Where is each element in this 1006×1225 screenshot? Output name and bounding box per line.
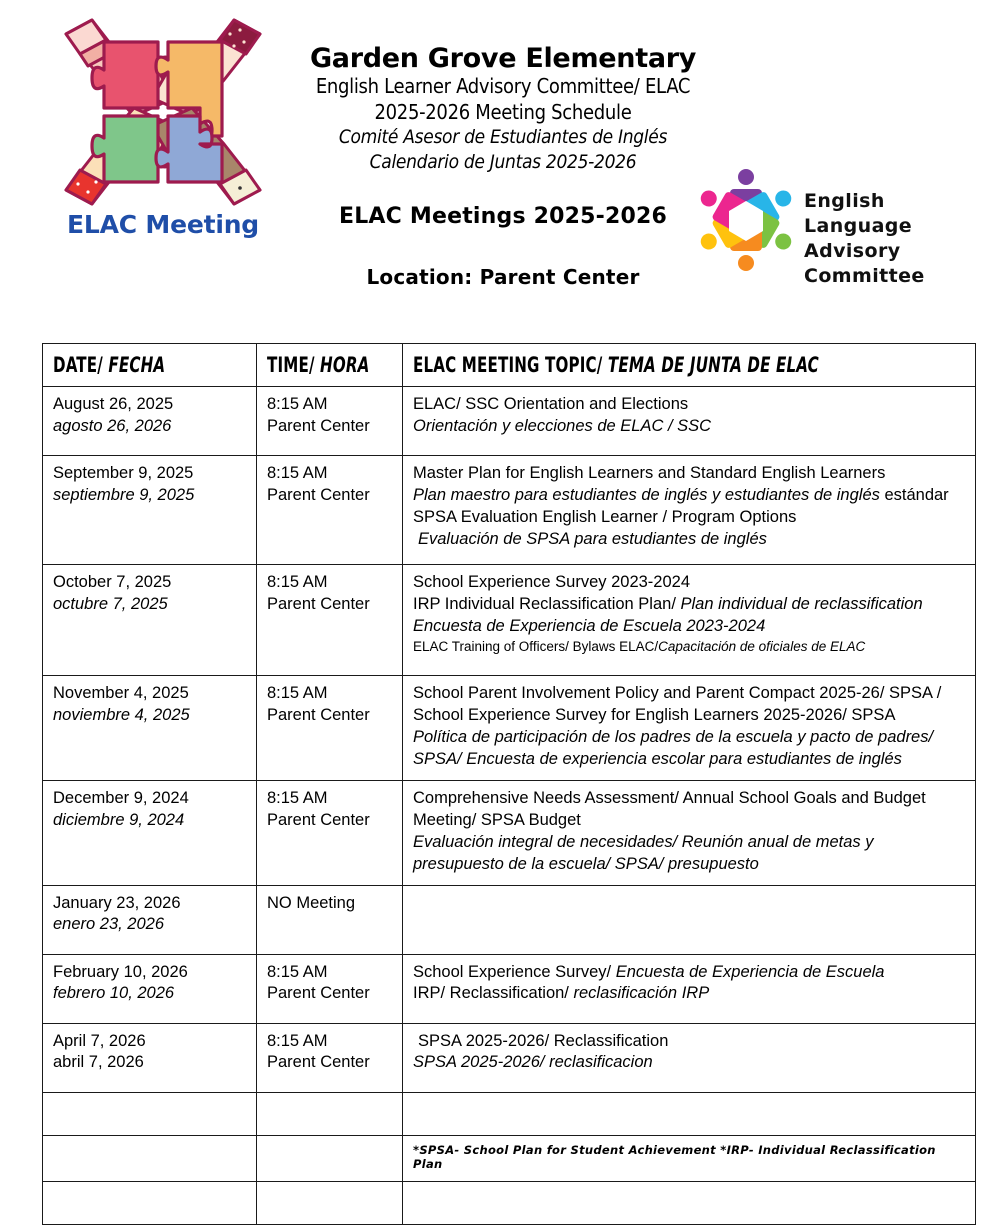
topic-line: Encuesta de Experiencia de Escuela 2023-2024 [413, 616, 766, 635]
cell-topic [403, 565, 976, 676]
time-value: 8:15 AM [267, 1031, 328, 1050]
subtitle-schedule-es: Calendario de Juntas 2025-2026 [369, 150, 637, 173]
table-row [43, 456, 976, 565]
cell-time [257, 1092, 403, 1135]
table-row-blank [43, 1092, 976, 1135]
cell-date [43, 565, 257, 676]
subtitle-committee-es: Comité Asesor de Estudiantes de Inglés [338, 126, 668, 149]
topic-line: School Experience Survey for English Learners 2025-2026/ SPSA [413, 705, 896, 724]
cell-date [43, 954, 257, 1023]
table-row [43, 387, 976, 456]
date-en: April 7, 2026 [53, 1031, 146, 1050]
date-es: diciembre 9, 2024 [53, 810, 185, 829]
cell-time [257, 780, 403, 885]
cell-topic [403, 1182, 976, 1225]
subtitle-schedule-en: 2025-2026 Meeting Schedule [374, 99, 632, 124]
meetings-heading: ELAC Meetings 2025-2026 [338, 204, 668, 230]
table-row-blank [43, 1135, 976, 1182]
date-en: August 26, 2025 [53, 395, 174, 413]
cell-topic [403, 1023, 976, 1092]
topic-line: presupuesto de la escuela/ SPSA/ presupuesto [413, 854, 759, 873]
date-en: February 10, 2026 [53, 962, 188, 981]
date-es: septiembre 9, 2025 [53, 485, 195, 504]
cell-date [43, 387, 257, 456]
committee-logo-line2: Advisory Committee [804, 240, 925, 288]
cell-date [43, 780, 257, 885]
time-location: Parent Center [267, 485, 370, 504]
date-en: January 23, 2026 [53, 893, 181, 912]
elac-meeting-logo [48, 12, 278, 252]
time-location: Parent Center [267, 810, 370, 829]
date-es: octubre 7, 2025 [53, 594, 168, 613]
meeting-schedule-table [42, 343, 976, 1225]
time-value: NO Meeting [267, 893, 356, 912]
cell-topic [403, 1092, 976, 1135]
time-location: Parent Center [267, 984, 370, 1003]
time-value: 8:15 AM [267, 962, 328, 981]
table-row [43, 885, 976, 954]
table-row [43, 954, 976, 1023]
time-value: 8:15 AM [267, 788, 328, 807]
cell-topic [403, 456, 976, 565]
cell-time [257, 565, 403, 676]
topic-line: Evaluación integral de necesidades/ Reunión anual de metas y [413, 832, 874, 851]
topic-line: Master Plan for English Learners and Standard English Learners [413, 464, 886, 482]
topic-line: IRP Individual Reclassification Plan/ Plan individual de reclassification [413, 594, 923, 613]
elac-meeting-logo-caption: ELAC Meeting [66, 210, 259, 239]
table-row [43, 565, 976, 676]
topic-line: ELAC Training of Officers/ Bylaws ELAC/Capacitación de oficiales de ELAC [413, 638, 866, 654]
table-row [43, 1023, 976, 1092]
location-heading: Location: Parent Center [366, 265, 640, 290]
topic-line: Evaluación de SPSA para estudiantes de inglés [418, 529, 767, 548]
committee-logo-line1: English Language [804, 190, 913, 238]
topic-line: Política de participación de los padres de la escuela y pacto de padres/ [413, 727, 934, 746]
cell-topic [403, 676, 976, 781]
topic-line: SPSA 2025-2026/ reclasificacion [413, 1053, 653, 1072]
topic-line: School Experience Survey 2023-2024 [413, 573, 691, 591]
committee-logo-text [804, 189, 992, 289]
cell-date [43, 885, 257, 954]
table-header-row [43, 344, 976, 387]
cell-date [43, 1092, 257, 1135]
cell-time [257, 954, 403, 1023]
cell-topic [403, 1135, 976, 1182]
column-header-time: TIME/ HORA [257, 344, 403, 387]
page-title: Garden Grove Elementary [309, 43, 697, 74]
cell-topic [403, 387, 976, 456]
topic-line: IRP/ Reclassification/ reclasificación IRP [413, 984, 710, 1003]
time-location: Parent Center [267, 594, 370, 613]
date-es: febrero 10, 2026 [53, 984, 175, 1003]
date-es: noviembre 4, 2025 [53, 705, 190, 724]
date-es: agosto 26, 2026 [53, 416, 172, 435]
topic-line: Comprehensive Needs Assessment/ Annual School Goals and Budget [413, 788, 926, 807]
date-en: October 7, 2025 [53, 573, 172, 591]
cell-date [43, 456, 257, 565]
column-header-date: DATE/ FECHA [43, 344, 257, 387]
cell-time [257, 387, 403, 456]
time-location: Parent Center [267, 705, 370, 724]
topic-line: Orientación y elecciones de ELAC / SSC [413, 416, 712, 435]
date-en: December 9, 2024 [53, 788, 189, 807]
hands-puzzle-icon [48, 12, 278, 212]
date-es: abril 7, 2026 [53, 1053, 144, 1072]
cell-date [43, 1182, 257, 1225]
topic-line: ELAC/ SSC Orientation and Elections [413, 395, 689, 413]
topic-line: SPSA 2025-2026/ Reclassification [418, 1031, 669, 1050]
time-value: 8:15 AM [267, 464, 328, 482]
time-value: 8:15 AM [267, 573, 328, 591]
cell-time [257, 885, 403, 954]
cell-date [43, 1135, 257, 1182]
people-circle-icon [694, 165, 798, 275]
column-header-topic: ELAC MEETING TOPIC/ TEMA DE JUNTA DE ELAC [403, 344, 976, 387]
cell-time [257, 1023, 403, 1092]
date-en: September 9, 2025 [53, 464, 194, 482]
date-en: November 4, 2025 [53, 684, 189, 702]
cell-topic [403, 885, 976, 954]
cell-time [257, 676, 403, 781]
footnote-text: *SPSA- School Plan for Student Achievement *IRP- Individual Reclassification Plan [413, 1142, 936, 1172]
cell-topic [403, 954, 976, 1023]
time-location: Parent Center [267, 1053, 370, 1072]
english-language-advisory-committee-logo [686, 163, 990, 288]
time-location: Parent Center [267, 416, 370, 435]
topic-line: School Experience Survey/ Encuesta de Experiencia de Escuela [413, 962, 885, 981]
topic-line: School Parent Involvement Policy and Parent Compact 2025-26/ SPSA / [413, 684, 942, 702]
cell-topic [403, 780, 976, 885]
title-block [253, 44, 753, 289]
topic-line: Plan maestro para estudiantes de inglés y estudiantes de inglés estándar [413, 485, 949, 504]
cell-date [43, 1023, 257, 1092]
document-header [0, 0, 1006, 330]
topic-line: SPSA/ Encuesta de experiencia escolar para estudiantes de inglés [413, 749, 902, 768]
table-row [43, 780, 976, 885]
date-es: enero 23, 2026 [53, 915, 165, 934]
table-row [43, 676, 976, 781]
table-body [43, 387, 976, 1225]
table-row-blank [43, 1182, 976, 1225]
cell-time [257, 1182, 403, 1225]
subtitle-committee-en: English Learner Advisory Committee/ ELAC [315, 74, 691, 99]
topic-line: SPSA Evaluation English Learner / Program Options [413, 507, 797, 526]
cell-time [257, 456, 403, 565]
topic-line: Meeting/ SPSA Budget [413, 810, 581, 829]
cell-date [43, 676, 257, 781]
cell-time [257, 1135, 403, 1182]
time-value: 8:15 AM [267, 684, 328, 702]
time-value: 8:15 AM [267, 395, 328, 413]
